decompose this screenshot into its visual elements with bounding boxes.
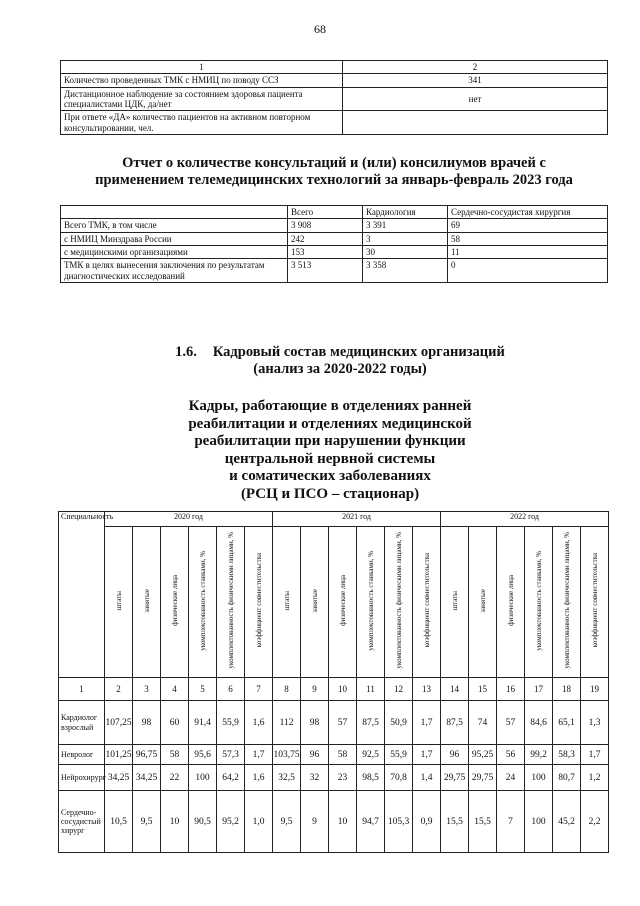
column-header — [61, 206, 288, 219]
table-cell: 9,5 — [273, 791, 301, 853]
table-cell: 91,4 — [189, 701, 217, 745]
table-cell: 95,2 — [217, 791, 245, 853]
column-index: 13 — [413, 678, 441, 701]
table-cell: 1,6 — [245, 701, 273, 745]
cell-cardio: 3 391 — [363, 219, 448, 232]
column-header-label: штаты — [282, 590, 291, 611]
table-cell: 96 — [441, 745, 469, 765]
column-header-label: укомплектованность физическими лицами, % — [226, 532, 235, 669]
table-cell: 32 — [301, 765, 329, 791]
column-header — [105, 527, 133, 678]
table-cell: 84,6 — [525, 701, 553, 745]
column-header-label: коэффициент совместительства — [254, 553, 263, 648]
heading-line: Отчет о количестве консультаций и (или) консилиумов врачей с — [122, 155, 546, 171]
table-cell: 55,9 — [217, 701, 245, 745]
column-header: Сердечно-сосудистая хирургия — [448, 206, 608, 219]
column-header-label: занятые — [310, 588, 319, 613]
table-cell: 57,3 — [217, 745, 245, 765]
table-cell: 1,3 — [581, 701, 609, 745]
table-cell: 45,2 — [553, 791, 581, 853]
heading-line: центральной нервной системы — [224, 450, 436, 467]
column-header-label: укомплектованность ставками, % — [534, 550, 543, 651]
column-header-label: физические лица — [170, 575, 179, 626]
year-header: 2020 год — [105, 512, 273, 527]
column-index: 16 — [497, 678, 525, 701]
table-cell: 101,25 — [105, 745, 133, 765]
table-row — [61, 259, 608, 283]
table-cell: 58,3 — [553, 745, 581, 765]
table-cell: 98 — [133, 701, 161, 745]
column-header — [357, 527, 385, 678]
table-cell: 64,2 — [217, 765, 245, 791]
column-header — [413, 527, 441, 678]
table-row — [59, 745, 609, 765]
column-header-label: укомплектованность физическими лицами, % — [562, 532, 571, 669]
cell-cardio: 3 — [363, 232, 448, 245]
column-index: 4 — [161, 678, 189, 701]
page-number: 68 — [314, 22, 326, 36]
year-header: 2021 год — [273, 512, 441, 527]
specialty-name: Нейрохирург — [59, 765, 105, 791]
table-cell: 32,5 — [273, 765, 301, 791]
table-cell: 92,5 — [357, 745, 385, 765]
table-cell: 105,3 — [385, 791, 413, 853]
table-header-row — [61, 61, 608, 74]
column-header-label: физические лица — [506, 575, 515, 626]
column-header-label: укомплектованность ставками, % — [366, 550, 375, 651]
cell-total: 153 — [288, 246, 363, 259]
heading-line: (РСЦ и ПСО – стационар) — [240, 485, 420, 502]
heading-line: Кадры, работающие в отделениях ранней — [188, 398, 472, 414]
column-header — [273, 527, 301, 678]
table-cell: 95,6 — [189, 745, 217, 765]
table-cell: 2,2 — [581, 791, 609, 853]
table-row — [61, 232, 608, 245]
table-cell: 90,5 — [189, 791, 217, 853]
tmk-summary-table — [60, 60, 608, 135]
table-cell: 22 — [161, 765, 189, 791]
column-index: 2 — [105, 678, 133, 701]
staff-table — [58, 511, 609, 853]
column-header: 1 — [61, 61, 343, 74]
table-cell: 80,7 — [553, 765, 581, 791]
column-index: 17 — [525, 678, 553, 701]
row-label: с НМИЦ Минздрава России — [61, 232, 288, 245]
table-cell: 96 — [301, 745, 329, 765]
column-header — [385, 527, 413, 678]
table-cell: 0,9 — [413, 791, 441, 853]
column-index: 6 — [217, 678, 245, 701]
cell-total: 3 513 — [288, 259, 363, 283]
specialty-name: Кардиолог взрослый — [59, 701, 105, 745]
column-index: 1 — [59, 678, 105, 701]
table-cell: 1,2 — [581, 765, 609, 791]
table-cell: 74 — [469, 701, 497, 745]
table-cell: 1,7 — [413, 701, 441, 745]
table-cell: 7 — [497, 791, 525, 853]
row-label: Количество проведенных ТМК с НМИЦ по поводу ССЗ — [61, 74, 343, 87]
table-cell: 112 — [273, 701, 301, 745]
table-cell: 98 — [301, 701, 329, 745]
column-index: 11 — [357, 678, 385, 701]
column-header-label: физические лица — [338, 575, 347, 626]
table-cell: 87,5 — [357, 701, 385, 745]
column-header — [133, 527, 161, 678]
table-cell: 1,0 — [245, 791, 273, 853]
column-header-row — [59, 527, 609, 678]
cell-surgery: 11 — [448, 246, 608, 259]
column-header — [441, 527, 469, 678]
table-cell: 34,25 — [133, 765, 161, 791]
table-cell: 1,4 — [413, 765, 441, 791]
column-header: Кардиология — [363, 206, 448, 219]
column-header: 2 — [343, 61, 608, 74]
table-cell: 56 — [497, 745, 525, 765]
table-cell: 1,7 — [413, 745, 441, 765]
column-index: 5 — [189, 678, 217, 701]
column-header: Всего — [288, 206, 363, 219]
column-header — [497, 527, 525, 678]
table-cell: 70,8 — [385, 765, 413, 791]
table-cell: 58 — [161, 745, 189, 765]
cell-surgery: 69 — [448, 219, 608, 232]
table-cell: 29,75 — [469, 765, 497, 791]
table-cell: 50,9 — [385, 701, 413, 745]
cell-cardio: 3 358 — [363, 259, 448, 283]
table-cell: 9,5 — [133, 791, 161, 853]
section-title: Кадровый состав медицинских организаций — [212, 344, 505, 360]
column-header-label: штаты — [450, 590, 459, 611]
table-cell: 103,75 — [273, 745, 301, 765]
specialty-name: Сердечно-сосудистый хирург — [59, 791, 105, 853]
row-label: с медицинскими организациями — [61, 246, 288, 259]
column-index-row — [59, 678, 609, 701]
column-index: 12 — [385, 678, 413, 701]
column-index: 7 — [245, 678, 273, 701]
column-header-label: штаты — [114, 590, 123, 611]
column-index: 10 — [329, 678, 357, 701]
table-cell: 29,75 — [441, 765, 469, 791]
table-cell: 57 — [497, 701, 525, 745]
cell-total: 3 908 — [288, 219, 363, 232]
table-cell: 94,7 — [357, 791, 385, 853]
column-header-label: укомплектованность физическими лицами, % — [394, 532, 403, 669]
tmk-report-heading — [60, 155, 608, 189]
heading-line: и соматических заболеваниях — [229, 468, 431, 484]
column-index: 18 — [553, 678, 581, 701]
cell-surgery: 58 — [448, 232, 608, 245]
row-value — [343, 111, 608, 135]
year-header: 2022 год — [441, 512, 609, 527]
table-cell: 24 — [497, 765, 525, 791]
column-header — [329, 527, 357, 678]
column-header — [525, 527, 553, 678]
heading-line: (анализ за 2020-2022 годы) — [253, 361, 427, 377]
row-value: 341 — [343, 74, 608, 87]
specialty-header: Специальность — [59, 512, 105, 678]
table-row — [61, 74, 608, 87]
heading-line: реабилитации при нарушении функции — [194, 433, 466, 449]
table-cell: 34,25 — [105, 765, 133, 791]
table-cell: 95,25 — [469, 745, 497, 765]
row-label: При ответе «ДА» количество пациентов на активном повторном консультировании, чел. — [61, 111, 343, 135]
table-cell: 15,5 — [441, 791, 469, 853]
tmk-consultations-table — [60, 205, 608, 283]
table-row — [61, 87, 608, 111]
row-label: Дистанционное наблюдение за состоянием здоровья пациента специалистами ЦДК, да/нет — [61, 87, 343, 111]
table-cell: 15,5 — [469, 791, 497, 853]
cell-surgery: 0 — [448, 259, 608, 283]
table-cell: 98,5 — [357, 765, 385, 791]
table-cell: 100 — [525, 791, 553, 853]
table-cell: 23 — [329, 765, 357, 791]
heading-line — [150, 344, 530, 361]
table-row — [61, 111, 608, 135]
cell-cardio: 30 — [363, 246, 448, 259]
table-cell: 100 — [525, 765, 553, 791]
column-header — [581, 527, 609, 678]
table-cell: 10 — [161, 791, 189, 853]
table-cell: 10 — [329, 791, 357, 853]
column-header — [189, 527, 217, 678]
table-cell: 107,25 — [105, 701, 133, 745]
table-row — [59, 791, 609, 853]
row-value: нет — [343, 87, 608, 111]
table-row — [61, 246, 608, 259]
table-cell: 99,2 — [525, 745, 553, 765]
table-cell: 100 — [189, 765, 217, 791]
table-cell: 55,9 — [385, 745, 413, 765]
table-cell: 65,1 — [553, 701, 581, 745]
section-heading — [150, 344, 530, 378]
table-cell: 10,5 — [105, 791, 133, 853]
year-header-row — [59, 512, 609, 527]
column-header-label: укомплектованность ставками, % — [198, 550, 207, 651]
column-header — [301, 527, 329, 678]
specialty-name: Невролог — [59, 745, 105, 765]
column-header — [245, 527, 273, 678]
column-header-label: коэффициент совместительства — [422, 553, 431, 648]
column-header-label: занятые — [142, 588, 151, 613]
column-index: 15 — [469, 678, 497, 701]
table-row — [59, 701, 609, 745]
column-header — [161, 527, 189, 678]
column-index: 19 — [581, 678, 609, 701]
table-cell: 96,75 — [133, 745, 161, 765]
column-header-label: коэффициент совместительства — [590, 553, 599, 648]
row-label: ТМК в целях вынесения заключения по результатам диагностических исследований — [61, 259, 288, 283]
table-cell: 1,7 — [245, 745, 273, 765]
table-header-row — [61, 206, 608, 219]
cell-total: 242 — [288, 232, 363, 245]
table-cell: 60 — [161, 701, 189, 745]
staff-table-heading — [140, 398, 520, 503]
heading-line: применением телемедицинских технологий за январь-февраль 2023 года — [95, 172, 573, 188]
column-header-label: занятые — [478, 588, 487, 613]
table-cell: 57 — [329, 701, 357, 745]
column-index: 8 — [273, 678, 301, 701]
table-row — [61, 219, 608, 232]
column-index: 9 — [301, 678, 329, 701]
column-index: 3 — [133, 678, 161, 701]
table-cell: 1,6 — [245, 765, 273, 791]
heading-line: реабилитации и отделениях медицинской — [188, 415, 472, 432]
section-number: 1.6. — [175, 344, 197, 360]
column-index: 14 — [441, 678, 469, 701]
table-cell: 87,5 — [441, 701, 469, 745]
row-label: Всего ТМК, в том числе — [61, 219, 288, 232]
column-header — [469, 527, 497, 678]
table-cell: 1,7 — [581, 745, 609, 765]
table-cell: 58 — [329, 745, 357, 765]
table-row — [59, 765, 609, 791]
column-header — [553, 527, 581, 678]
table-cell: 9 — [301, 791, 329, 853]
column-header — [217, 527, 245, 678]
